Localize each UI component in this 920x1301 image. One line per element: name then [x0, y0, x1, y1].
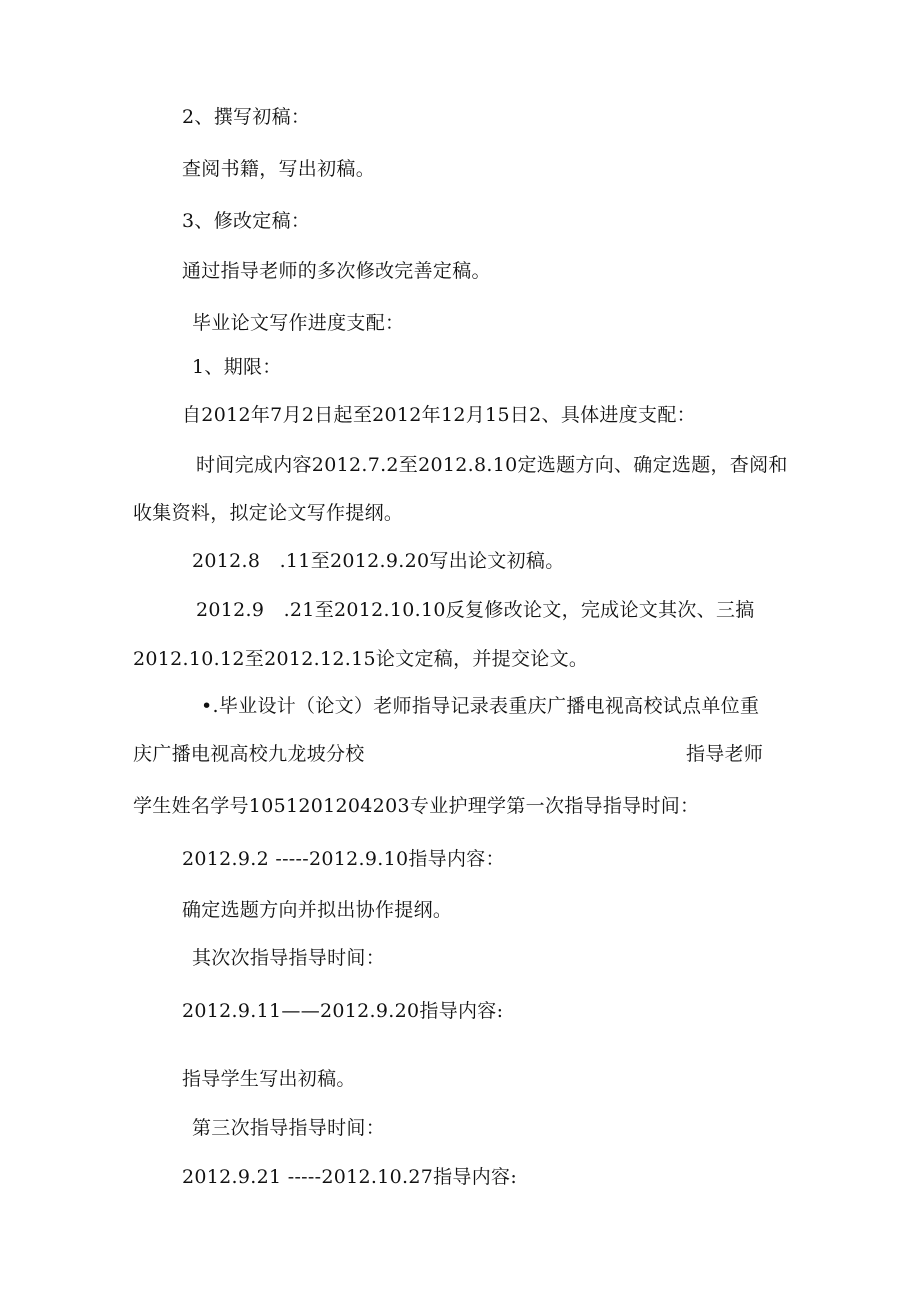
paragraph-timeline-1-cont: 收集资料，拟定论文写作提纲。	[133, 502, 404, 524]
label-advisor: 指导老师	[686, 743, 764, 765]
paragraph-timeline-1: 时间完成内容2012.7.2至2012.8.10定选题方向、确定选题，杳阅和	[196, 454, 788, 476]
paragraph-guide-1-content: 确定选题方向并拟出协作提纲。	[182, 899, 453, 921]
paragraph-student-info: 学生姓名学号1051201204203专业护理学第一次指导指导时间：	[133, 795, 700, 817]
paragraph-draft: 查阅书籍，写出初稿。	[182, 158, 376, 180]
subheading-guide-2: 其次次指导指导时间：	[192, 947, 386, 969]
paragraph-guide-3-time: 2012.9.21 -----2012.10.27指导内容:	[182, 1166, 518, 1188]
paragraph-revise: 通过指导老师的多次修改完善定稿。	[182, 260, 491, 282]
section-heading-draft: 2、撰写初稿：	[182, 106, 311, 128]
paragraph-guide-1-time: 2012.9.2 -----2012.9.10指导内容：	[182, 848, 505, 870]
paragraph-timeline-2: 2012.8 .11至2012.9.20写出论文初稿。	[192, 550, 565, 572]
paragraph-timeline-3: 2012.9 .21至2012.10.10反复修改论文，完成论文其次、三搞	[196, 599, 755, 621]
subheading-period: 1、期限：	[192, 356, 282, 378]
paragraph-guide-2-content: 指导学生写出初稿。	[182, 1068, 356, 1090]
paragraph-record-unit: 庆广播电视高校九龙坡分校	[133, 743, 365, 765]
paragraph-timeline-4: 2012.10.12至2012.12.15论文定稿，并提交论文。	[133, 648, 589, 670]
paragraph-record-title: •.毕业设计（论文）老师指导记录表重庆广播电视高校试点单位重	[201, 695, 760, 717]
subheading-guide-3: 第三次指导指导时间：	[192, 1117, 386, 1139]
section-heading-revise: 3、修改定稿：	[182, 210, 311, 232]
paragraph-guide-2-time: 2012.9.11——2012.9.20指导内容:	[182, 1000, 504, 1022]
section-heading-schedule: 毕业论文写作进度支配：	[192, 312, 405, 334]
paragraph-period: 自2012年7月2日起至2012年12月15日2、具体进度支配：	[182, 404, 696, 426]
